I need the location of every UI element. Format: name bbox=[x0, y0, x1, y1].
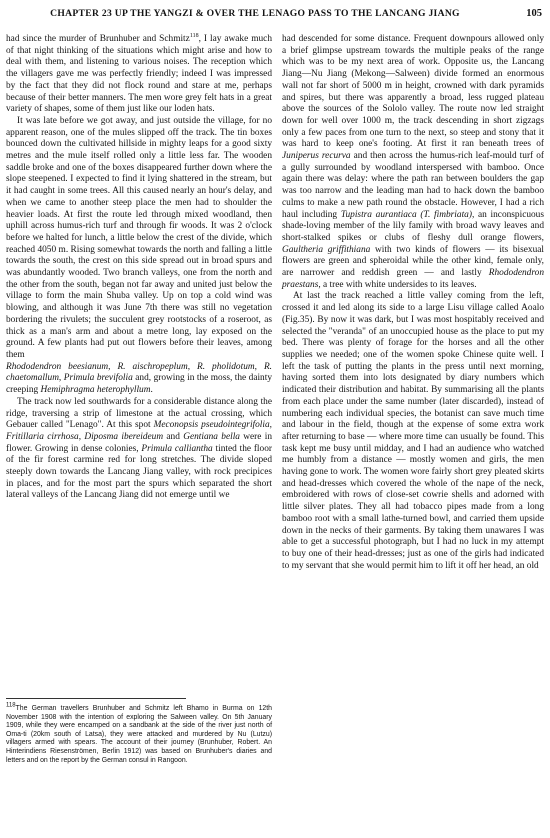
paragraph: The track now led southwards for a considerable distance along the ridge, traversing a strip of limestone at the actual crossing, which Gebauer called "Lenago". At this spot Meconopsis pseudointegrifolia, Fritillaria cirrhosa, Diposma ibereideum and Gentiana bella were in flower. Growing in dense colonies, Primula calliantha tinted the floor of the fir forest carmine red for long stretches. The divide sloped steeply down towards the Lancang Jiang valley, with rock precipices in places, and for the most part the spurs which separated the short lateral valleys of the Lancang Jiang did not emerge until we bbox=[6, 396, 273, 501]
paragraph: Rhododendron beesianum, R. aischropeplum, R. pholidotum, R. chaetomallum, Primula brevifolia and, growing in the moss, the dainty creeping Hemiphragma heterophyllum. bbox=[6, 361, 272, 396]
footnote-ref[interactable]: 118 bbox=[189, 32, 199, 39]
left-column bbox=[6, 34, 272, 502]
page-number: 105 bbox=[526, 8, 542, 19]
footnote-divider bbox=[6, 698, 186, 699]
footnote bbox=[6, 702, 272, 765]
running-head: CHAPTER 23 UP THE YANGZI & OVER THE LENAGO PASS TO THE LANCANG JIANG bbox=[50, 8, 460, 19]
paragraph: At last the track reached a little valley coming from the left, crossed it and led along its side to a large Lisu village called Aoalo (Fig.35). By now it was dark, but I was most hospitably received and selected the "veranda" of an unoccupied house as the place to put my bed. There was plenty of forage for the horses and all the other supplies we needed; one of the women spoke Chinese quite well. I left the task of putting the plants in the press until next morning, having sorted them into lots designated by diary numbers which indicated their distribution and habitat. By summarising all the plants from each place under the same number (later discarded), instead of numbering each individual species, the botanist can save much time and labour in the field, though at the expense of some extra work after returning to base — where more time can usually be found. This task kept me busy until midday, and I had an audience who watched me humbly from a distance — mostly women and girls, the men having gone to work. The women wore fairly short grey pleated skirts and head-dresses which covered the whole of the nape of the neck, embroidered with rows of close-set cowrie shells and adorned with little silver plates. They all had tobacco pipes made from a long bamboo root with a small lathe-turned bowl, and carried them upside down in the necks of their garments. By taking them unawares I was able to get a successful photograph, but I had no luck in my attempt to buy one of their head-dresses; just as one of the girls had indicated to my servant that she would permit him to lift it off her head, an old bbox=[282, 291, 544, 571]
paragraph: It was late before we got away, and just outside the village, for no apparent reason, one of the mules slipped off the track. The tin boxes bounced down the cultivated hillside in mighty leaps for a good sixty metres and the mule itself rolled only a little less far. The wooden saddle broke and one of the boxes disappeared further down where the slope steepened. I expected to find it lying shattered in the stream, but it had caught in some trees. All this caused nearly an hour's delay, and when we came to another steep place the men had to shoulder the heavier loads. At first the route led through mixed woodland, then uphill across humus-rich turf and through fir woods. It was 2 o'clock before we halted for lunch, a little below the crest of the divide, which reached 4050 m. Rising somewhat towards the north and falling a little towards the south, the crest on this side spread out in broad spurs and was abundantly wooded. Two branch valleys, one from the north and the other from the south, began not far away and united just below the village to form the main Shuba valley. Up on top a cold wind was blowing, and although it was June 7th there was still no vegetation bordering the rivulets; the succulent grey rootstocks of a roseroot, as thick as a man's arm and about a metre long, lay exposed on the ground. A few plants had put out flowers before their leaves, among them bbox=[6, 115, 272, 360]
footnote-number: 118 bbox=[6, 702, 16, 709]
paragraph: had descended for some distance. Frequent downpours allowed only a brief glimpse upstream towards the multiple peaks of the range which was to be my next area of work. Opposite us, the Lancang Jiang—Nu Jiang (Mekong—Salween) divide formed an enormous wall not far short of 5000 m in height, crowned with dark pyramids and spires, but there was apparently a broad, less rugged plateau above the sources of the Sololo valley. The route now led straight down for well over 1000 m, the track descending in short zigzags only a few paces from one turn to the next, so steep and stony that it was hard to keep one's footing. At first it ran beneath trees of Juniperus recurva and then across the humus-rich leaf-mould turf of a gully surrounded by woodland interspersed with bamboo. Once again there was delay: where the path ran between boulders the gap was too narrow and the leading man had to hack down the bamboo culms to make a new path round the obstacle. However, I had a rich haul including Tupistra aurantiaca (T. fimbriata), an inconspicuous shade-loving member of the lily family with broad wavy leaves and short-stalked spikes or clubs of fleshy dull orange flowers, Gaultheria griffithiana with two kinds of flowers — its bisexual flowers are green and spheroidal while the other kind, female only, are narrower and reddish green — and lastly Rhododendron praestans, a tree with white undersides to its leaves. bbox=[282, 34, 544, 290]
right-column bbox=[282, 34, 544, 572]
page-header bbox=[6, 8, 542, 26]
footnote-text: The German travellers Brunhuber and Schmitz left Bhamo in Burma on 12th November 1908 with the intention of exploring the Salween valley. On 5th January 1909, while they were encamped on a sandbank at the side of the river just north of Oma-ti (20km south of Latsa), they were attacked and murdered by Nu (Lutzu) villagers armed with spears. The account of their journey (Brunhuber, Robert. An Hinterindiens Riesenströmen, Berlin 1912) was based on Brunhuber's diaries and letters and on the report by the German consul in Rangoon. bbox=[6, 705, 272, 764]
paragraph: had since the murder of Brunhuber and Schmitz$^{118}$, I lay awake much of that night thinking of the situations which might arise and how to deal with them, and listening to various noises. The reception which the villagers gave me was perfectly friendly; indeed I was impressed by the fact that they did not flock round and stare at me, perhaps because of their better manners. The men wore grey felt hats in a great variety of shapes, some of them just like our loden hats. bbox=[6, 32, 272, 115]
